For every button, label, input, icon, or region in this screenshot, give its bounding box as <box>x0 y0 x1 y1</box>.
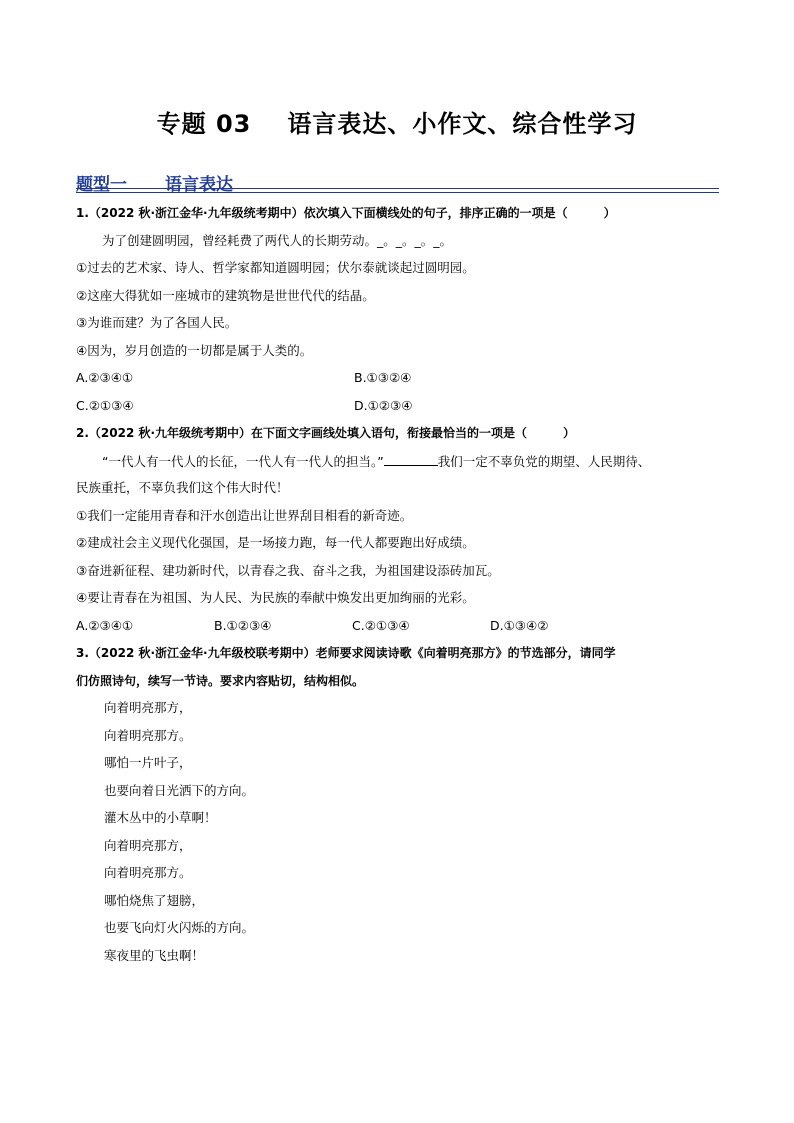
option-b: B.①③②④ <box>354 370 412 385</box>
question-2-header: 2.（2022 秋·九年级统考期中）在下面文字画线处填入语句，衔接最恰当的一项是（ ） <box>76 426 576 440</box>
poem-line: 向着明亮那方。 <box>104 727 192 743</box>
option-a: A.②③④① <box>76 617 134 633</box>
fill-blank <box>384 451 438 466</box>
question-1-sentence-3: ③为谁而建？为了各国人民。 <box>76 315 238 330</box>
poem-line: 哪怕一片叶子， <box>104 755 192 770</box>
question-1-sentence-1: ①过去的艺术家、诗人、哲学家都知道圆明园；伏尔泰就谈起过圆明园。 <box>76 260 475 275</box>
question-1-header: 1.（2022 秋·浙江金华·九年级统考期中）依次填入下面横线处的句子，排序正确的一项是（ ） <box>76 206 616 220</box>
poem-line: 也要向着日光洒下的方向。 <box>104 782 255 798</box>
option-d: D.①③④② <box>490 617 549 633</box>
question-1-sentence-2: ②这座大得犹如一座城市的建筑物是世世代代的结晶。 <box>76 287 375 303</box>
option-c: C.②①③④ <box>76 397 134 413</box>
question-3-header-cont: 们仿照诗句，续写一节诗。要求内容贴切，结构相似。 <box>76 673 365 688</box>
poem-line: 向着明亮那方， <box>104 837 192 853</box>
quote-continuation: 我们一定不辜负党的期望、人民期待、 <box>437 453 651 469</box>
question-1-sentence-4: ④因为，岁月创造的一切都是属于人类的。 <box>76 342 313 358</box>
question-1-stem: 为了创建圆明园，曾经耗费了两代人的长期劳动。_。_。_。_。 <box>102 232 453 248</box>
option-b: B.①②③④ <box>214 617 272 633</box>
poem-line: 也要飞向灯火闪烁的方向。 <box>104 920 255 935</box>
title-text: 语言表达、小作文、综合性学习 <box>287 110 638 138</box>
question-2-sentence-1: ①我们一定能用青春和汗水创造出让世界刮目相看的新奇迹。 <box>76 507 413 523</box>
option-a: A.②③④① <box>76 370 134 385</box>
option-c: C.②①③④ <box>352 617 410 633</box>
section-divider-thin <box>76 192 719 193</box>
question-2-sentence-4: ④要让青春在为祖国、为人民、为民族的奉献中焕发出更加绚丽的光彩。 <box>76 590 475 605</box>
question-2-sentence-3: ③奋进新征程、建功新时代，以青春之我、奋斗之我，为祖国建设添砖加瓦。 <box>76 562 500 578</box>
question-1-options-row-1 <box>76 368 721 396</box>
question-2-options <box>76 616 721 644</box>
title-number: 专题 03 <box>156 110 252 138</box>
poem-line: 灌木丛中的小草啊！ <box>104 810 217 825</box>
poem-line: 向着明亮那方。 <box>104 865 192 880</box>
poem-line: 寒夜里的飞虫啊！ <box>104 947 205 963</box>
question-2-sentence-2: ②建成社会主义现代化强国，是一场接力跑，每一代人都要跑出好成绩。 <box>76 535 475 550</box>
poem-line: 向着明亮那方， <box>104 700 192 715</box>
question-2-quote <box>76 451 721 479</box>
page-title <box>0 104 794 139</box>
section-divider <box>76 188 719 189</box>
section-name: 语言表达 <box>165 175 233 195</box>
section-type: 题型一 <box>76 175 127 195</box>
option-d: D.①②③④ <box>354 397 413 413</box>
poem-line: 哪怕烧焦了翅膀， <box>104 892 205 908</box>
quote-text: “一代人有一代人的长征，一代人有一代人的担当。” <box>102 453 384 469</box>
document-body <box>76 203 721 973</box>
poem <box>76 698 721 973</box>
question-2-quote-end: 民族重托，不辜负我们这个伟大时代！ <box>76 480 289 495</box>
question-1-options-row-2 <box>76 396 721 424</box>
question-3-header: 3.（2022 秋·浙江金华·九年级校联考期中）老师要求阅读诗歌《向着明亮那方》的节选部分，请同学 <box>76 646 616 660</box>
